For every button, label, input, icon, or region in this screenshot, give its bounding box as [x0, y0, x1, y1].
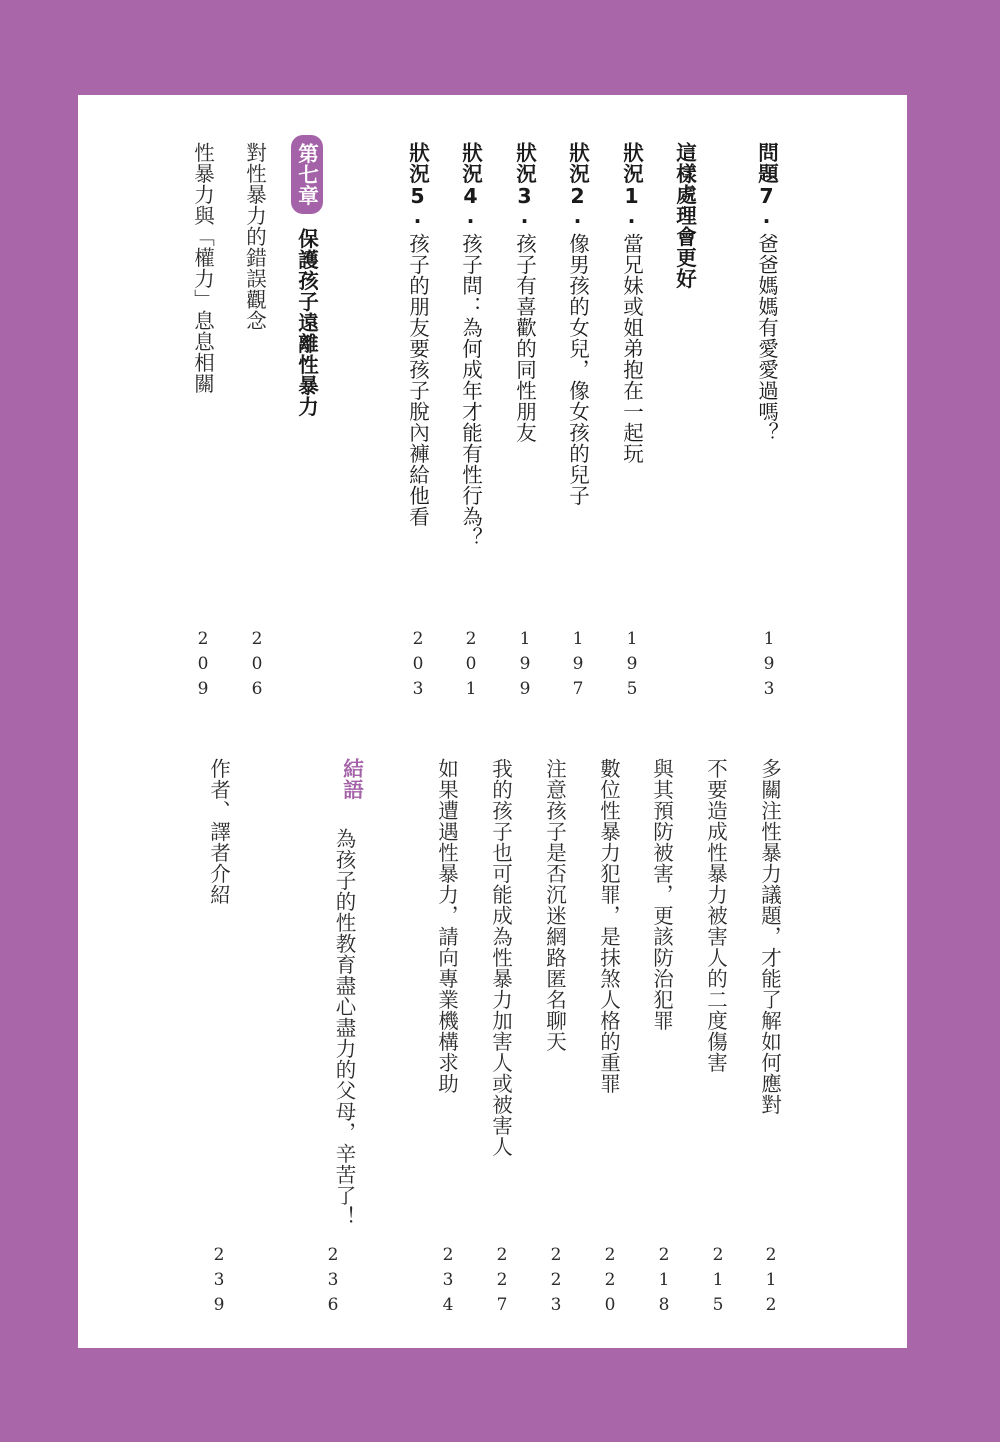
toc-entry[interactable]: 多關注性暴力議題，才能了解如何應對 — [757, 758, 782, 1115]
entry-prefix: 狀況5 — [405, 142, 430, 209]
entry-title: 孩子的朋友要孩子脫內褲給他看 — [405, 233, 430, 527]
toc-entry[interactable]: 數位性暴力犯罪，是抹煞人格的重罪 — [596, 758, 621, 1094]
page-number: 197 — [568, 629, 588, 704]
page-number: 218 — [654, 1245, 674, 1320]
entry-title: 當兄妹或姐弟抱在一起玩 — [619, 233, 644, 464]
section-heading: 這樣處理會更好 — [672, 142, 697, 289]
conclusion-label: 結語 — [339, 758, 364, 800]
toc-entry[interactable]: 對性暴力的錯誤觀念 — [242, 142, 267, 331]
page-number: 206 — [247, 629, 267, 704]
separator-dot: · — [458, 208, 483, 233]
page-number: 239 — [209, 1245, 229, 1320]
toc-entry-situation-5[interactable] — [407, 142, 428, 527]
entry-title: 孩子問：為何成年才能有性行為？ — [458, 233, 483, 548]
toc-entry-situation-3[interactable] — [514, 142, 535, 443]
page-number: 227 — [492, 1245, 512, 1320]
separator-dot: · — [405, 208, 430, 233]
toc-entry-conclusion[interactable]: 為孩子的性教育盡心盡力的父母，辛苦了！ — [332, 828, 356, 1227]
page-number: 212 — [761, 1245, 781, 1320]
page-number: 203 — [408, 629, 428, 704]
page-number: 234 — [438, 1245, 458, 1320]
entry-title: 爸爸媽媽有愛愛過嗎？ — [754, 233, 779, 443]
page-number: 223 — [546, 1245, 566, 1320]
toc-entry[interactable]: 我的孩子也可能成為性暴力加害人或被害人 — [488, 758, 513, 1157]
entry-prefix: 狀況2 — [565, 142, 590, 209]
page-number: 220 — [600, 1245, 620, 1320]
entry-title: 孩子有喜歡的同性朋友 — [512, 233, 537, 443]
entry-prefix: 狀況3 — [512, 142, 537, 209]
entry-prefix: 狀況1 — [619, 142, 644, 209]
chapter-heading-7[interactable] — [296, 135, 317, 417]
toc-entry[interactable]: 如果遭遇性暴力，請向專業機構求助 — [434, 758, 459, 1094]
page-number: 193 — [759, 629, 779, 704]
separator-dot: · — [512, 208, 537, 233]
page-number: 209 — [193, 629, 213, 704]
separator-dot: · — [754, 208, 779, 233]
toc-entry[interactable]: 性暴力與「權力」息息相關 — [190, 142, 215, 394]
toc-entry-situation-1[interactable] — [621, 142, 642, 464]
toc-entry-situation-4[interactable] — [460, 142, 481, 548]
toc-page — [78, 95, 907, 1348]
toc-entry-question-7[interactable] — [756, 142, 777, 443]
entry-title: 像男孩的女兒，像女孩的兒子 — [565, 233, 590, 506]
entry-prefix: 問題7 — [754, 142, 779, 209]
toc-entry[interactable]: 與其預防被害，更該防治犯罪 — [649, 758, 674, 1031]
toc-entry-situation-2[interactable] — [567, 142, 588, 506]
page-number: 215 — [708, 1245, 728, 1320]
separator-dot: · — [619, 208, 644, 233]
page-number: 201 — [461, 629, 481, 704]
entry-prefix: 狀況4 — [458, 142, 483, 209]
chapter-badge: 第七章 — [291, 135, 323, 214]
toc-entry[interactable]: 注意孩子是否沉迷網路匿名聊天 — [542, 758, 567, 1052]
page-number: 236 — [323, 1245, 343, 1320]
toc-entry[interactable]: 作者、譯者介紹 — [206, 758, 231, 905]
toc-entry[interactable]: 不要造成性暴力被害人的二度傷害 — [703, 758, 728, 1073]
page-number: 195 — [622, 629, 642, 704]
page-number: 199 — [515, 629, 535, 704]
chapter-title: 保護孩子遠離性暴力 — [294, 228, 319, 417]
separator-dot: · — [565, 208, 590, 233]
